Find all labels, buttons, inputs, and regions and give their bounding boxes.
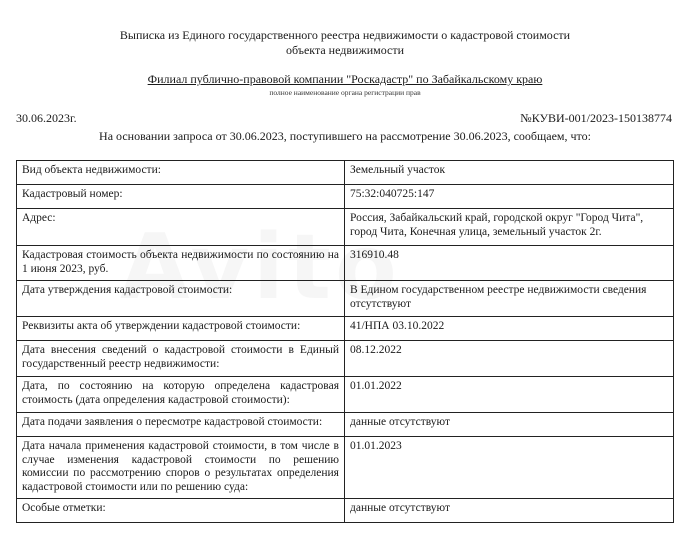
document-number: №КУВИ-001/2023-150138774	[520, 111, 672, 125]
table-row	[17, 185, 674, 209]
table-row	[17, 377, 674, 413]
row-value: В Едином государственном реестре недвижимости сведения отсутствуют	[344, 281, 673, 317]
row-value: данные отсутствуют	[344, 499, 673, 523]
row-label: Кадастровый номер:	[17, 185, 345, 209]
table-row	[17, 317, 674, 341]
organization-name: Филиал публично-правовой компании "Роскадастр" по Забайкальскому краю	[147, 72, 543, 86]
row-label: Кадастровая стоимость объекта недвижимости по состоянию на 1 июня 2023, руб.	[17, 246, 345, 281]
row-label: Адрес:	[17, 209, 345, 246]
row-value: 08.12.2022	[344, 341, 673, 377]
table-row	[17, 209, 674, 246]
issue-date: 30.06.2023г.	[16, 111, 77, 125]
request-basis: На основании запроса от 30.06.2023, поступившего на рассмотрение 30.06.2023, сообщаем, что:	[99, 129, 591, 143]
row-label: Дата, по состоянию на которую определена кадастровая стоимость (дата определения кадастровой стоимости):	[17, 377, 345, 413]
row-value: 41/НПА 03.10.2022	[344, 317, 673, 341]
row-label: Дата подачи заявления о пересмотре кадастровой стоимости:	[17, 413, 345, 437]
row-value: 01.01.2023	[344, 437, 673, 499]
row-value: 01.01.2022	[344, 377, 673, 413]
row-value: данные отсутствуют	[344, 413, 673, 437]
row-label: Реквизиты акта об утверждении кадастровой стоимости:	[17, 317, 345, 341]
row-label: Вид объекта недвижимости:	[17, 161, 345, 185]
table-row	[17, 413, 674, 437]
document-title	[0, 28, 690, 58]
row-label: Дата внесения сведений о кадастровой стоимости в Единый государственный реестр недвижимости:	[17, 341, 345, 377]
organization-caption: полное наименование органа регистрации прав	[269, 88, 421, 97]
row-value: 75:32:040725:147	[344, 185, 673, 209]
table-row	[17, 499, 674, 523]
title-line-1: Выписка из Единого государственного реестра недвижимости о кадастровой стоимости	[119, 28, 571, 42]
table-row	[17, 161, 674, 185]
row-value: Россия, Забайкальский край, городской округ "Город Чита", город Чита, Конечная улица, земельный участок 2г.	[344, 209, 673, 246]
row-label: Дата начала применения кадастровой стоимости, в том числе в случае изменения кадастровой стоимости по решению комиссии по рассмотрению споров о результатах определения кадастровой стоимости или по решению суда:	[17, 437, 345, 499]
title-line-2: объекта недвижимости	[285, 43, 405, 57]
table-row	[17, 437, 674, 499]
row-value: 316910.48	[344, 246, 673, 281]
row-label: Дата утверждения кадастровой стоимости:	[17, 281, 345, 317]
table-row	[17, 281, 674, 317]
row-label: Особые отметки:	[17, 499, 345, 523]
table-row	[17, 246, 674, 281]
table-row	[17, 341, 674, 377]
row-value: Земельный участок	[344, 161, 673, 185]
property-info-table	[16, 160, 674, 523]
